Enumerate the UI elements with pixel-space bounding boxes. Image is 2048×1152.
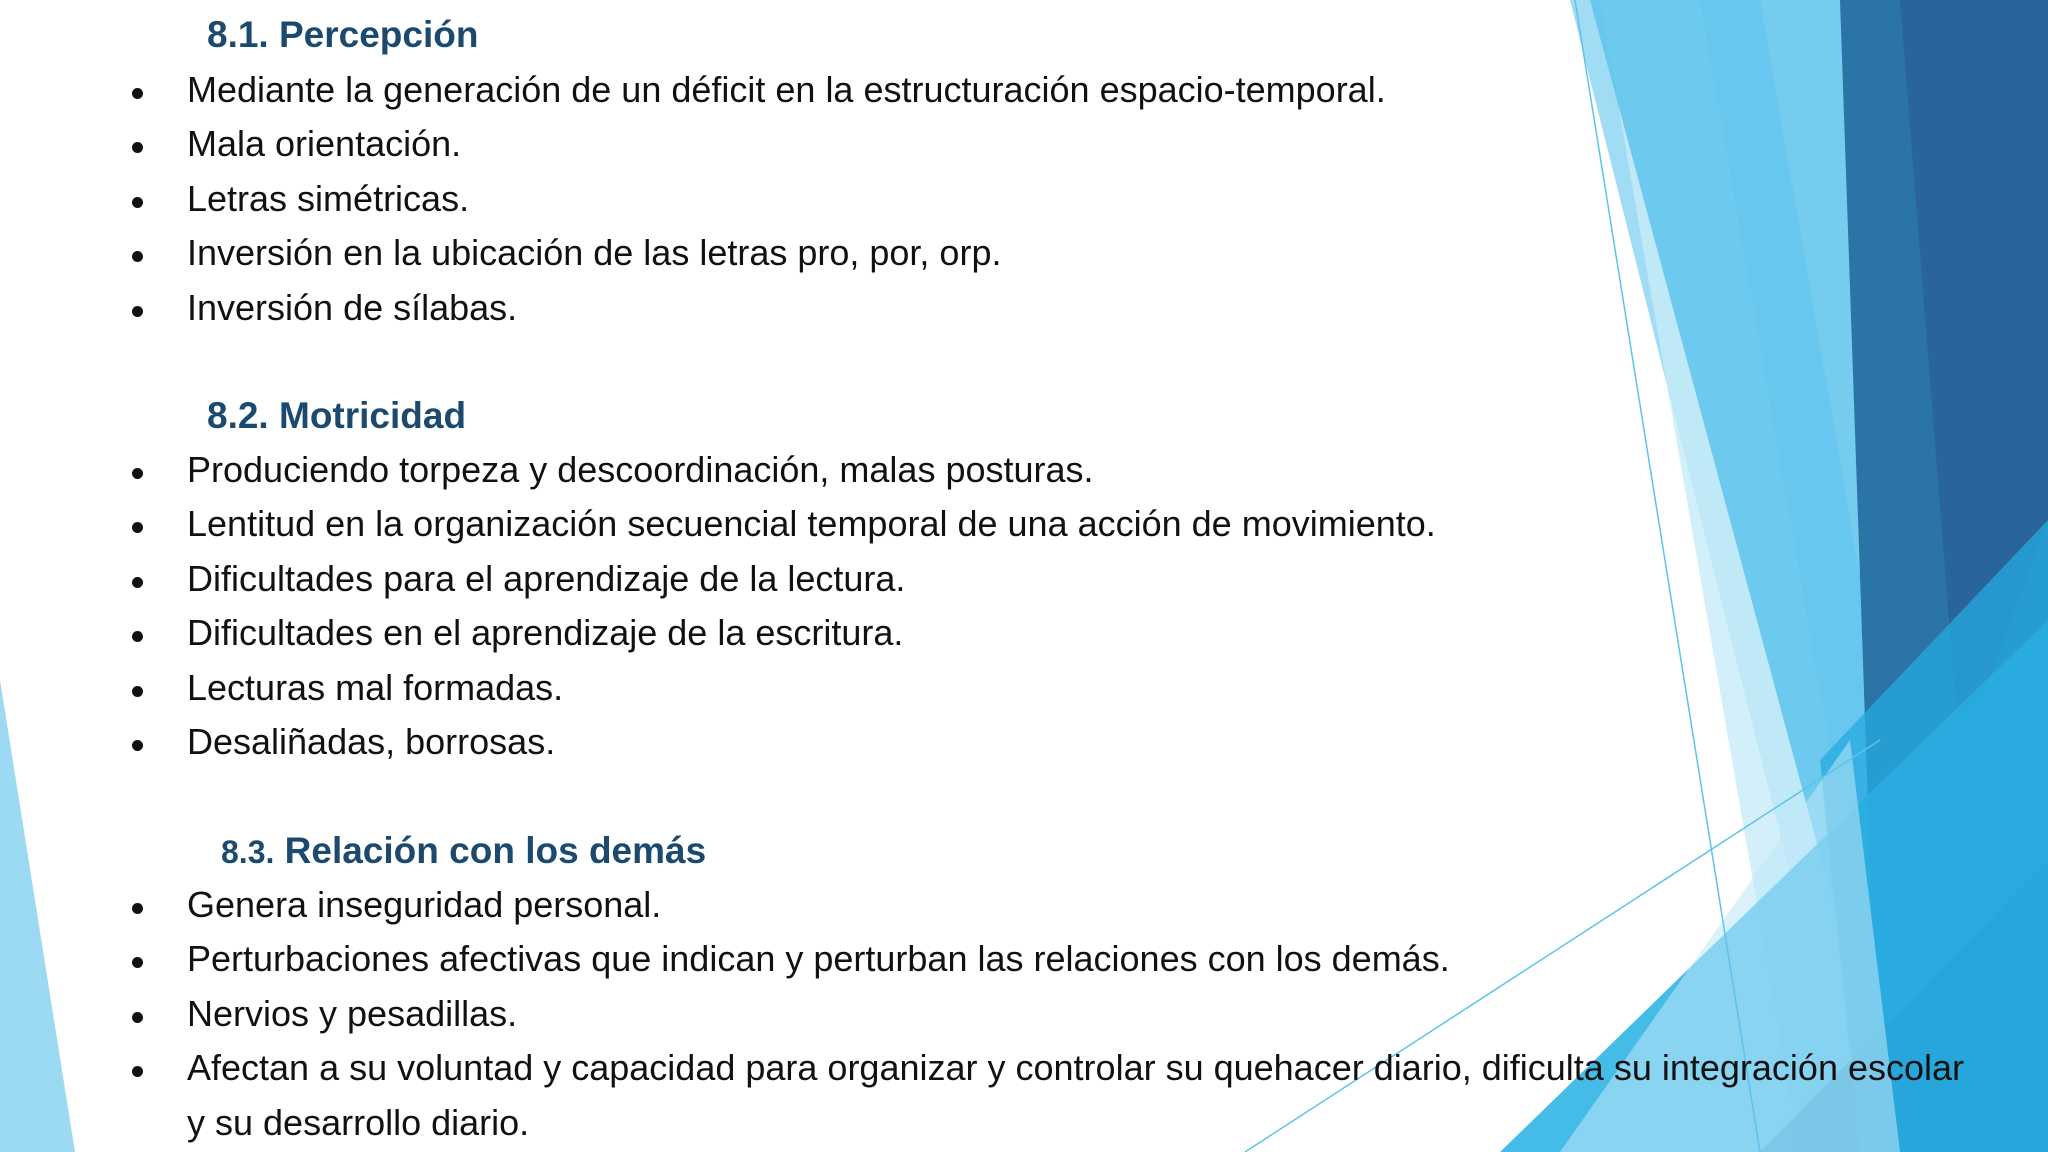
bullet-list-relacion [0, 878, 1967, 1150]
section-number: 8.1. [207, 14, 269, 55]
bullet-icon [132, 1066, 143, 1077]
section-title: Motricidad [279, 395, 467, 436]
bullet-icon [132, 251, 143, 262]
bullet-list-motricidad [0, 443, 1436, 769]
list-item: Genera inseguridad personal. [0, 878, 1967, 932]
list-item: Afectan a su voluntad y capacidad para organizar y controlar su quehacer diario, dificulta su integración escolar y su desarrollo diario. [0, 1041, 1967, 1150]
list-item: Inversión en la ubicación de las letras pro, por, orp. [0, 226, 1386, 280]
bullet-icon [132, 88, 143, 99]
bullet-icon [132, 686, 143, 697]
bullet-icon [132, 468, 143, 479]
bullet-icon [132, 903, 143, 914]
list-item: Mala orientación. [0, 117, 1386, 171]
list-item: Nervios y pesadillas. [0, 987, 1967, 1041]
list-item: Lecturas mal formadas. [0, 661, 1436, 715]
bullet-icon [132, 577, 143, 588]
bullet-icon [132, 740, 143, 751]
bullet-icon [132, 142, 143, 153]
section-heading-motricidad [207, 389, 466, 443]
section-title: Relación con los demás [284, 830, 707, 871]
list-item: Lentitud en la organización secuencial temporal de una acción de movimiento. [0, 497, 1436, 551]
section-title: Percepción [279, 14, 479, 55]
section-heading-percepcion [207, 8, 478, 62]
section-number: 8.3. [221, 834, 275, 870]
list-item: Dificultades para el aprendizaje de la lectura. [0, 552, 1436, 606]
list-item: Perturbaciones afectivas que indican y perturban las relaciones con los demás. [0, 932, 1967, 986]
list-item: Letras simétricas. [0, 172, 1386, 226]
bullet-icon [132, 306, 143, 317]
section-number: 8.2. [207, 395, 269, 436]
bullet-list-percepcion [0, 63, 1386, 335]
bullet-icon [132, 631, 143, 642]
section-heading-relacion [221, 824, 706, 879]
bullet-icon [132, 197, 143, 208]
list-item: Inversión de sílabas. [0, 281, 1386, 335]
list-item: Produciendo torpeza y descoordinación, malas posturas. [0, 443, 1436, 497]
bullet-icon [132, 1012, 143, 1023]
list-item: Desaliñadas, borrosas. [0, 715, 1436, 769]
bullet-icon [132, 957, 143, 968]
list-item: Dificultades en el aprendizaje de la escritura. [0, 606, 1436, 660]
list-item: Mediante la generación de un déficit en la estructuración espacio-temporal. [0, 63, 1386, 117]
bullet-icon [132, 522, 143, 533]
